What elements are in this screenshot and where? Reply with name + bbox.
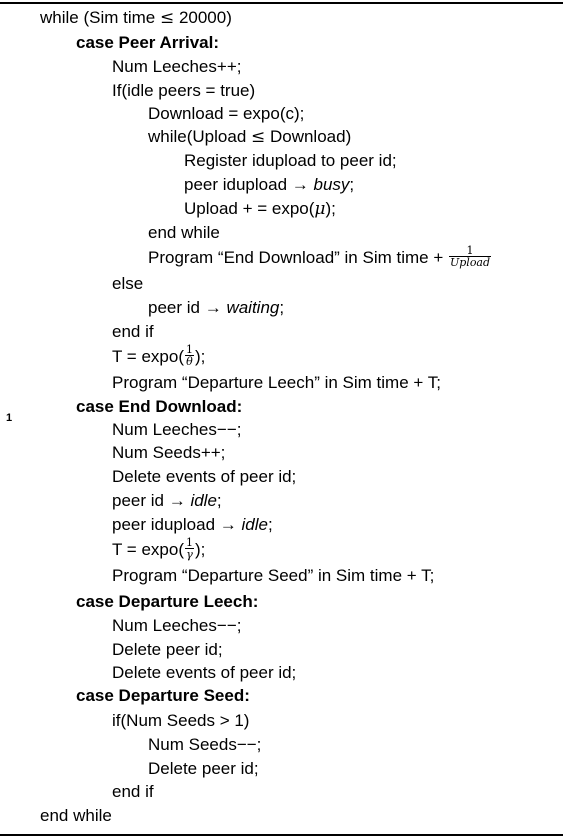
code-text: ; (279, 298, 285, 317)
code-line (112, 373, 441, 393)
code-text: ≤ (251, 127, 266, 147)
code-line (184, 151, 397, 171)
code-text: T = expo( (112, 346, 184, 366)
code-text: ; (216, 491, 222, 510)
code-line (112, 322, 154, 342)
code-text: ; (349, 175, 355, 194)
code-text: end while (40, 806, 112, 825)
code-line (148, 298, 284, 318)
code-line (112, 515, 273, 535)
fraction-numerator: 1 (466, 244, 474, 257)
code-text: peer idupload → (184, 175, 314, 194)
fraction-numerator: 1 (185, 343, 193, 356)
code-text: Program “End Download” in Sim time + (148, 247, 448, 267)
code-text: ); (194, 346, 206, 366)
state-value: busy (313, 175, 350, 194)
code-line (112, 640, 223, 660)
code-text: else (112, 274, 144, 293)
code-text: peer id → (148, 298, 227, 317)
case-keyword: case End Download: (76, 397, 243, 416)
code-text: if(Num Seeds > 1) (112, 711, 250, 730)
code-text: Program “Departure Seed” in Sim time + T; (112, 566, 435, 585)
code-text: ≤ (159, 8, 175, 28)
case-keyword: case Peer Arrival: (76, 33, 220, 52)
code-text: Register idupload to peer id; (184, 151, 397, 170)
code-text: Num Seeds−−; (148, 735, 262, 754)
code-text: Download) (265, 127, 352, 146)
code-line (40, 8, 232, 28)
code-text: peer id → (112, 491, 191, 510)
code-text: If(idle peers = true) (112, 81, 256, 100)
code-line (148, 104, 304, 124)
state-value: waiting (226, 298, 280, 317)
state-value: idle (190, 491, 217, 510)
code-line (184, 175, 354, 195)
code-line (112, 57, 241, 77)
code-line (148, 244, 492, 270)
fraction-numerator: 1 (185, 536, 193, 549)
code-text: Program “Departure Leech” in Sim time + T; (112, 373, 441, 392)
fraction (185, 344, 194, 367)
state-value: idle (241, 515, 268, 534)
code-line (112, 782, 154, 802)
fraction-denominator: θ (186, 355, 193, 368)
code-line (112, 467, 296, 487)
code-line (76, 33, 219, 53)
code-line (112, 566, 434, 586)
code-line (112, 663, 296, 683)
code-text: peer idupload → (112, 515, 242, 534)
code-text: while(Upload (148, 127, 251, 146)
case-keyword: case Departure Leech: (76, 592, 259, 611)
code-text: Delete peer id; (148, 759, 259, 778)
code-line (148, 759, 259, 779)
code-text: ); (325, 199, 336, 218)
code-text: Num Leeches−−; (112, 616, 242, 635)
fraction-denominator: Upload (449, 256, 491, 269)
code-line (112, 536, 206, 562)
code-text: Num Leeches++; (112, 57, 242, 76)
code-line (112, 81, 255, 101)
code-text: Num Leeches−−; (112, 420, 242, 439)
code-line (184, 199, 336, 219)
code-line (112, 343, 206, 369)
code-line (112, 274, 143, 294)
case-keyword: case Departure Seed: (76, 686, 250, 705)
code-line (76, 686, 250, 706)
code-text: Delete peer id; (112, 640, 223, 659)
code-line (112, 420, 241, 440)
code-line (112, 443, 225, 463)
code-text: Delete events of peer id; (112, 467, 297, 486)
code-line (148, 223, 220, 243)
algorithm-line-number: 1 (6, 412, 13, 424)
code-text: Upload + = expo( (184, 199, 315, 218)
code-text: ); (194, 539, 206, 559)
code-line (40, 806, 112, 826)
fraction (185, 537, 194, 560)
code-text: 20000) (174, 8, 232, 27)
fraction-denominator: γ (186, 548, 193, 561)
code-line (148, 127, 351, 147)
code-text: T = expo( (112, 539, 184, 559)
code-text: while (Sim time (40, 8, 160, 27)
code-text: end while (148, 223, 220, 242)
code-text: Delete events of peer id; (112, 663, 297, 682)
code-text: μ (314, 199, 326, 219)
fraction (449, 245, 491, 268)
code-line (76, 592, 258, 612)
top-rule (0, 2, 563, 4)
bottom-rule (0, 834, 563, 836)
code-text: ; (267, 515, 273, 534)
code-line (112, 616, 241, 636)
code-text: end if (112, 782, 154, 801)
code-text: Num Seeds++; (112, 443, 226, 462)
code-line (112, 491, 222, 511)
code-line (76, 397, 242, 417)
code-text: Download = expo(c); (148, 104, 305, 123)
code-line (112, 711, 249, 731)
code-line (148, 735, 261, 755)
code-text: end if (112, 322, 154, 341)
